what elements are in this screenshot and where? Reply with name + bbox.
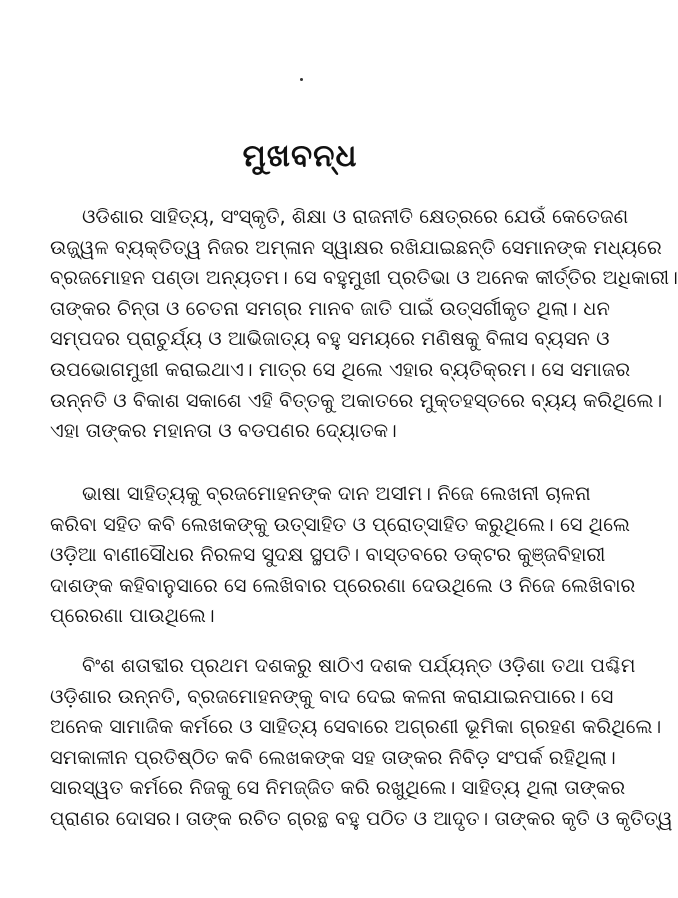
text-line: ଓଡିଶାର ସାହିତ୍ୟ, ସଂସ୍କୃତି, ଶିକ୍ଷା ଓ ରାଜନୀତି କ୍ଷେତ୍ରରେ ଯେଉଁ କେତେଜଣ (82, 205, 629, 228)
page-title: ମୁଖବନ୍ଧ (242, 138, 358, 174)
text-line: ଉପଭୋଗମୁଖୀ କରାଇଥାଏ। ମାତ୍ର ସେ ଥିଲେ ଏହାର ବ୍ୟତିକ୍ରମ। ସେ ସମାଜର (50, 357, 631, 381)
text-line: ବିଂଶ ଶତାବ୍ଦୀର ପ୍ରଥମ ଦଶକରୁ ଷାଠିଏ ଦଶକ ପର୍ଯ୍ୟନ୍ତ ଓଡ଼ିଶା ତଥା ପଶ୍ଚିମ (82, 654, 636, 677)
text-line: ଅନେକ ସାମାଜିକ କର୍ମରେ ଓ ସାହିତ୍ୟ ସେବାରେ ଅଗ୍ରଣୀ ଭୂମିକା ଗ୍ରହଣ କରିଥିଲେ। (50, 715, 662, 739)
text-line: ପ୍ରାଣର ଦୋସର। ତାଙ୍କ ରଚିତ ଗ୍ରନ୍ଥ ବହୁ ପଠିତ ଓ ଆଦୃତ। ତାଙ୍କର କୃତି ଓ କୃତିତ୍ୱ (50, 806, 673, 830)
text-line: ଓଡ଼ିଶାର ଉନ୍ନତି, ବ୍ରଜମୋହନଙ୍କୁ ବାଦ ଦେଇ କଳନା କରାଯାଇନପାରେ। ସେ (50, 684, 614, 708)
page-dot-mark (300, 78, 303, 81)
text-line: ପ୍ରେରଣା ପାଉଥିଲେ। (50, 604, 215, 628)
paragraph-1 (50, 202, 678, 447)
text-line: କରିବା ସହିତ କବି ଲେଖକଙ୍କୁ ଉତ୍ସାହିତ ଓ ପ୍ରୋତ୍ସାହିତ କରୁଥିଲେ। ସେ ଥିଲେ (50, 512, 631, 536)
text-line: ଏହା ତାଙ୍କର ମହାନତା ଓ ବଡପଣର ଦ୍ୟୋତକ। (50, 419, 397, 443)
text-line: ସମ୍ପଦର ପ୍ରାଚୁର୍ଯ୍ୟ ଓ ଆଭିଜାତ୍ୟ ବହୁ ସମୟରେ ମଣିଷକୁ ବିଳାସ ବ୍ୟସନ ଓ (50, 327, 610, 351)
text-line: ଉନ୍ନତି ଓ ବିକାଶ ସକାଶେ ଏହି ବିତ୍ତକୁ ଅକାତରେ ମୁକ୍ତହସ୍ତରେ ବ୍ୟୟ କରିଥିଲେ। (50, 388, 663, 412)
text-line: ଦାଶଙ୍କ କହିବାନୁସାରେ ସେ ଲେଖିବାର ପ୍ରେରଣା ଦେଉଥିଲେ ଓ ନିଜେ ଲେଖିବାର (50, 573, 636, 597)
paragraph-3 (50, 651, 673, 835)
text-line: ସାରସ୍ୱତ କର୍ମରେ ନିଜକୁ ସେ ନିମଜ୍ଜିତ କରି ରଖୁଥିଲେ। ସାହିତ୍ୟ ଥିଲା ତାଙ୍କର (50, 776, 626, 800)
text-line: ତାଙ୍କର ଚିନ୍ତା ଓ ଚେତନା ସମଗ୍ର ମାନବ ଜାତି ପାଇଁ ଉତ୍ସର୍ଗୀକୃତ ଥିଲା। ଧନ (50, 296, 610, 320)
paragraph-2 (50, 479, 636, 632)
text-line: ଓଡ଼ିଆ ବାଣୀସୌଧର ନିରଳସ ସୁଦକ୍ଷ ସ୍ଥପତି। ବାସ୍ତବରେ ଡକ୍ଟର କୁଞ୍ଜବିହାରୀ (50, 543, 606, 567)
text-line: ଉଜ୍ଜ୍ୱଳ ବ୍ୟକ୍ତିତ୍ୱ ନିଜର ଅମ୍ଳାନ ସ୍ୱାକ୍ଷର ରଖିଯାଇଛନ୍ତି ସେମାନଙ୍କ ମଧ୍ୟରେ (50, 235, 662, 259)
text-line: ବ୍ରଜମୋହନ ପଣ୍ଡା ଅନ୍ୟତମ। ସେ ବହୁମୁଖୀ ପ୍ରତିଭା ଓ ଅନେକ କୀର୍ତ୍ତିର ଅଧିକାରୀ। (50, 266, 678, 290)
text-line: ଭାଷା ସାହିତ୍ୟକୁ ବ୍ରଜମୋହନଙ୍କ ଦାନ ଅସୀମ। ନିଜେ ଲେଖନୀ ଚାଳନା (82, 482, 591, 505)
text-line: ସମକାଳୀନ ପ୍ରତିଷ୍ଠିତ କବି ଲେଖକଙ୍କ ସହ ତାଙ୍କର ନିବିଡ଼ ସଂପର୍କ ରହିଥିଲା। (50, 745, 616, 769)
